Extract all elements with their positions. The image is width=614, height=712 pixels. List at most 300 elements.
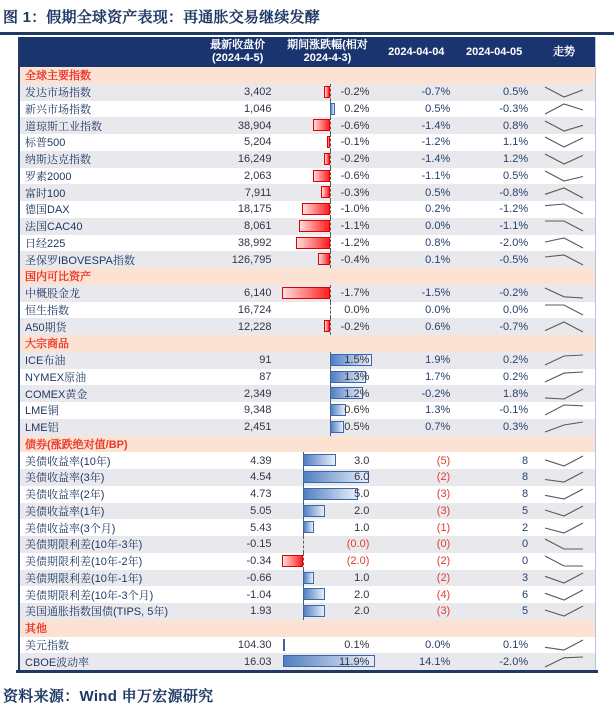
column-header-price: 最新收盘价 (2024-4-5) (210, 39, 266, 64)
day1-value-cell: (2) (436, 571, 451, 584)
section-label: 国内可比资产 (25, 271, 91, 284)
day2-value-cell: 8 (521, 488, 529, 501)
asset-name-cell: CBOE波动率 (25, 656, 90, 669)
change-value: 0.1% (344, 638, 370, 651)
price-cell: 18,175 (237, 203, 272, 216)
asset-name-cell: LME铜 (25, 405, 59, 418)
change-value: -0.2% (340, 320, 370, 333)
table-row (20, 452, 595, 469)
section-label: 债券(涨跌绝对值/BP) (25, 438, 128, 451)
day2-value-cell: 1.1% (503, 136, 529, 149)
trend-sparkline (542, 85, 586, 99)
day1-value-cell: -1.1% (421, 169, 451, 182)
asset-name-cell: 美国通胀指数国债(TIPS, 5年) (25, 606, 169, 619)
price-cell: 2,451 (244, 421, 272, 434)
asset-name-cell: 道琼斯工业指数 (25, 120, 102, 133)
day1-value-cell: -1.2% (421, 136, 451, 149)
trend-sparkline (542, 102, 586, 116)
trend-cell (533, 419, 595, 436)
day2-value-cell: 0.8% (503, 119, 529, 132)
bar-axis-line (330, 84, 331, 101)
day1-value-cell: -0.2% (421, 387, 451, 400)
change-bar-cell (278, 134, 378, 151)
column-header-date2: 2024-04-05 (466, 45, 523, 58)
day2-value-cell: 0.0% (503, 303, 529, 316)
day2-value-cell: 0.5% (503, 169, 529, 182)
change-value: 11.9% (338, 655, 370, 668)
figure-title: 图 1：假期全球资产表现：再通胀交易继续发酵 (3, 9, 320, 26)
trend-sparkline (542, 169, 586, 183)
trend-cell (533, 603, 595, 620)
trend-sparkline (542, 152, 586, 166)
day1-value-cell: 0.8% (425, 236, 451, 249)
change-value: -0.6% (340, 169, 370, 182)
day1-value-cell: (0) (436, 538, 451, 551)
price-cell: 38,904 (237, 119, 272, 132)
trend-sparkline (542, 487, 586, 501)
trend-cell (533, 503, 595, 520)
negative-data-bar (282, 287, 330, 299)
price-cell: 4.39 (250, 454, 272, 467)
change-value: (0.0) (346, 538, 370, 551)
day1-value-cell: 1.3% (425, 404, 451, 417)
day2-value-cell: -0.7% (499, 320, 529, 333)
trend-cell (533, 385, 595, 402)
trend-sparkline (542, 604, 586, 618)
change-bar-cell (278, 402, 378, 419)
table-row (20, 285, 595, 302)
price-cell: 5.43 (250, 521, 272, 534)
change-bar-cell (278, 285, 378, 302)
table-row (20, 419, 595, 436)
day1-value-cell: (1) (436, 521, 451, 534)
trend-sparkline (542, 571, 586, 585)
section-header-row (20, 436, 595, 453)
trend-cell (533, 553, 595, 570)
asset-name-cell: 美元指数 (25, 639, 69, 652)
trend-cell (533, 452, 595, 469)
price-cell: 9,348 (244, 404, 272, 417)
column-header-trend: 走势 (553, 45, 576, 58)
change-bar-cell (278, 553, 378, 570)
day1-value-cell: -1.4% (421, 119, 451, 132)
positive-data-bar (330, 421, 344, 433)
negative-data-bar (296, 237, 330, 249)
table-row (20, 637, 595, 654)
trend-cell (533, 653, 595, 670)
change-value: 1.5% (344, 354, 370, 367)
negative-data-bar (324, 320, 330, 332)
price-cell: 16,724 (237, 303, 272, 316)
change-bar-cell (278, 586, 378, 603)
negative-data-bar (318, 253, 329, 265)
day1-value-cell: 14.1% (419, 655, 451, 668)
trend-sparkline (542, 353, 586, 367)
section-header-row (20, 335, 595, 352)
day1-value-cell: -1.5% (421, 287, 451, 300)
bar-axis-line (330, 168, 331, 185)
bar-axis-line (330, 117, 331, 134)
trend-cell (533, 285, 595, 302)
positive-data-bar (303, 454, 336, 466)
asset-name-cell: 标普500 (25, 137, 66, 150)
price-cell: 8,061 (244, 220, 272, 233)
negative-data-bar (282, 555, 303, 567)
section-label: 大宗商品 (25, 338, 69, 351)
positive-data-bar (303, 605, 325, 617)
trend-sparkline (542, 320, 586, 334)
day2-value-cell: 8 (521, 454, 529, 467)
bar-axis-line (330, 235, 331, 252)
day1-value-cell: 0.0% (425, 220, 451, 233)
price-cell: 1,046 (244, 102, 272, 115)
price-cell: 4.73 (250, 488, 272, 501)
change-bar-cell (278, 184, 378, 201)
change-bar-cell (278, 519, 378, 536)
positive-data-bar (283, 639, 285, 651)
table-row (20, 352, 595, 369)
table-row (20, 369, 595, 386)
price-cell: 16.03 (244, 655, 272, 668)
day1-value-cell: (2) (436, 471, 451, 484)
day2-value-cell: -0.3% (499, 102, 529, 115)
day1-value-cell: -0.7% (421, 86, 451, 99)
positive-data-bar (303, 488, 358, 500)
positive-data-bar (330, 103, 336, 115)
change-bar-cell (278, 151, 378, 168)
change-bar-cell (278, 637, 378, 654)
table-row (20, 84, 595, 101)
trend-cell (533, 486, 595, 503)
trend-cell (533, 101, 595, 118)
day1-value-cell: (2) (436, 555, 451, 568)
day2-value-cell: 0.3% (503, 421, 529, 434)
change-value: -0.2% (340, 86, 370, 99)
day1-value-cell: 1.9% (425, 354, 451, 367)
trend-cell (533, 151, 595, 168)
asset-name-cell: 美债期限利差(10年-3个月) (25, 589, 154, 602)
bar-axis-line (330, 184, 331, 201)
day1-value-cell: 0.7% (425, 421, 451, 434)
day1-value-cell: -1.4% (421, 153, 451, 166)
title-underline (0, 32, 614, 35)
asset-name-cell: ICE布油 (25, 355, 66, 368)
trend-sparkline (542, 655, 586, 669)
asset-name-cell: NYMEX原油 (25, 371, 87, 384)
day1-value-cell: (3) (436, 504, 451, 517)
trend-cell (533, 201, 595, 218)
change-value: -0.6% (340, 119, 370, 132)
trend-cell (533, 117, 595, 134)
section-label: 其他 (25, 623, 47, 636)
price-cell: 104.30 (237, 638, 272, 651)
price-cell: 5,204 (244, 136, 272, 149)
price-cell: 4.54 (250, 471, 272, 484)
trend-sparkline (542, 135, 586, 149)
day2-value-cell: -2.0% (499, 236, 529, 249)
asset-name-cell: 恒生指数 (25, 304, 69, 317)
trend-cell (533, 168, 595, 185)
column-header-date1: 2024-04-04 (388, 45, 445, 58)
trend-sparkline (542, 186, 586, 200)
day1-value-cell: 1.7% (425, 370, 451, 383)
day2-value-cell: -2.0% (499, 655, 529, 668)
trend-sparkline (542, 387, 586, 401)
price-cell: 38,992 (237, 236, 272, 249)
trend-sparkline (542, 119, 586, 133)
change-value: (2.0) (346, 555, 370, 568)
table-row (20, 151, 595, 168)
day2-value-cell: 0.1% (503, 638, 529, 651)
asset-name-cell: 美债期限利差(10年-3年) (25, 539, 143, 552)
day2-value-cell: -1.1% (499, 220, 529, 233)
asset-name-cell: 美债收益率(3个月) (25, 522, 116, 535)
change-value: -1.1% (340, 220, 370, 233)
change-value: 2.0 (354, 504, 370, 517)
change-value: 0.2% (344, 102, 370, 115)
change-value: 6.0 (354, 471, 370, 484)
table-row (20, 201, 595, 218)
table-row (20, 653, 595, 670)
change-bar-cell (278, 653, 378, 670)
change-bar-cell (278, 385, 378, 402)
day2-value-cell: 2 (521, 521, 529, 534)
table-row (20, 218, 595, 235)
table-row (20, 318, 595, 335)
table-row (20, 553, 595, 570)
change-value: 5.0 (354, 488, 370, 501)
change-value: 0.5% (344, 421, 370, 434)
negative-data-bar (324, 153, 330, 165)
section-header-row (20, 268, 595, 285)
change-bar-cell (278, 419, 378, 436)
negative-data-bar (299, 220, 330, 232)
table-row (20, 302, 595, 319)
positive-data-bar (303, 521, 314, 533)
change-bar-cell (278, 503, 378, 520)
trend-sparkline (542, 420, 586, 434)
price-cell: 7,911 (244, 186, 272, 199)
change-bar-cell (278, 469, 378, 486)
bar-axis-line (303, 536, 304, 553)
trend-cell (533, 235, 595, 252)
table-header-row (20, 37, 595, 67)
trend-cell (533, 302, 595, 319)
price-cell: 126,795 (231, 253, 272, 266)
asset-name-cell: 美债收益率(2年) (25, 489, 105, 502)
change-value: -1.0% (340, 203, 370, 216)
price-cell: -0.15 (246, 538, 272, 551)
table-row (20, 586, 595, 603)
price-cell: 12,228 (237, 320, 272, 333)
day1-value-cell: (5) (436, 454, 451, 467)
negative-data-bar (302, 203, 330, 215)
change-bar-cell (278, 218, 378, 235)
price-cell: 6,140 (244, 287, 272, 300)
price-cell: 91 (259, 354, 272, 367)
day1-value-cell: 0.1% (425, 253, 451, 266)
trend-sparkline (542, 370, 586, 384)
price-cell: 3,402 (244, 86, 272, 99)
trend-sparkline (542, 202, 586, 216)
section-header-row (20, 67, 595, 84)
table-row (20, 402, 595, 419)
negative-data-bar (313, 170, 330, 182)
day2-value-cell: 1.2% (503, 153, 529, 166)
price-cell: -0.34 (246, 555, 272, 568)
table-row (20, 134, 595, 151)
bar-axis-line (330, 251, 331, 268)
section-header-row (20, 620, 595, 637)
day2-value-cell: -0.8% (499, 186, 529, 199)
table-row (20, 486, 595, 503)
day2-value-cell: -0.5% (499, 253, 529, 266)
change-bar-cell (278, 235, 378, 252)
asset-name-cell: 美债收益率(10年) (25, 455, 111, 468)
trend-cell (533, 218, 595, 235)
price-cell: 2,063 (244, 169, 272, 182)
change-value: -0.4% (340, 253, 370, 266)
change-bar-cell (278, 318, 378, 335)
bar-axis-line (330, 218, 331, 235)
negative-data-bar (321, 186, 329, 198)
section-label: 全球主要指数 (25, 70, 91, 83)
positive-data-bar (303, 505, 325, 517)
asset-name-cell: 美债期限利差(10年-2年) (25, 556, 143, 569)
change-bar-cell (278, 486, 378, 503)
day2-value-cell: 0.2% (503, 370, 529, 383)
trend-sparkline (542, 638, 586, 652)
table-row (20, 469, 595, 486)
day2-value-cell: -0.1% (499, 404, 529, 417)
price-cell: 16,249 (237, 153, 272, 166)
day1-value-cell: 0.0% (425, 303, 451, 316)
day2-value-cell: 0.5% (503, 86, 529, 99)
trend-cell (533, 469, 595, 486)
day2-value-cell: 8 (521, 471, 529, 484)
change-value: 1.0 (354, 521, 370, 534)
trend-sparkline (542, 470, 586, 484)
table-row (20, 536, 595, 553)
asset-name-cell: 纳斯达克指数 (25, 154, 91, 167)
table-row (20, 385, 595, 402)
table-row (20, 117, 595, 134)
source-note: 资料来源：Wind 申万宏源研究 (3, 688, 214, 705)
price-cell: -1.04 (246, 588, 272, 601)
trend-cell (533, 352, 595, 369)
trend-cell (533, 184, 595, 201)
asset-name-cell: 日经225 (25, 237, 66, 250)
trend-sparkline (542, 521, 586, 535)
price-cell: 5.05 (250, 504, 272, 517)
change-value: 1.0 (354, 571, 370, 584)
trend-cell (533, 134, 595, 151)
change-bar-cell (278, 352, 378, 369)
trend-cell (533, 369, 595, 386)
trend-cell (533, 586, 595, 603)
trend-sparkline (542, 303, 586, 317)
change-bar-cell (278, 251, 378, 268)
change-bar-cell (278, 117, 378, 134)
bar-axis-line (330, 134, 331, 151)
trend-cell (533, 84, 595, 101)
asset-name-cell: 中概股金龙 (25, 288, 80, 301)
change-bar-cell (278, 369, 378, 386)
trend-cell (533, 402, 595, 419)
bar-axis-line (330, 151, 331, 168)
trend-cell (533, 637, 595, 654)
change-value: 1.2% (344, 387, 370, 400)
change-bar-cell (278, 201, 378, 218)
trend-cell (533, 318, 595, 335)
trend-sparkline (542, 454, 586, 468)
table-row (20, 570, 595, 587)
change-bar-cell (278, 168, 378, 185)
price-cell: 87 (259, 370, 272, 383)
day1-value-cell: 0.2% (425, 203, 451, 216)
day1-value-cell: (3) (436, 488, 451, 501)
change-value: 0.0% (344, 303, 370, 316)
trend-sparkline (542, 537, 586, 551)
change-bar-cell (278, 101, 378, 118)
asset-name-cell: 法国CAC40 (25, 221, 83, 234)
day1-value-cell: 0.5% (425, 102, 451, 115)
table-row (20, 251, 595, 268)
day1-value-cell: 0.5% (425, 186, 451, 199)
trend-sparkline (542, 286, 586, 300)
change-bar-cell (278, 536, 378, 553)
change-bar-cell (278, 84, 378, 101)
day2-value-cell: 0 (521, 555, 529, 568)
asset-name-cell: LME铝 (25, 422, 59, 435)
trend-sparkline (542, 253, 586, 267)
day1-value-cell: (4) (436, 588, 451, 601)
bar-axis-line (330, 302, 331, 319)
table-row (20, 184, 595, 201)
bar-axis-line (330, 201, 331, 218)
change-bar-cell (278, 603, 378, 620)
day2-value-cell: 6 (521, 588, 529, 601)
day1-value-cell: 0.6% (425, 320, 451, 333)
asset-name-cell: 富时100 (25, 187, 66, 200)
asset-name-cell: A50期货 (25, 321, 67, 334)
price-cell: 1.93 (250, 605, 272, 618)
trend-cell (533, 251, 595, 268)
asset-name-cell: 美债收益率(3年) (25, 472, 105, 485)
change-bar-cell (278, 452, 378, 469)
trend-cell (533, 536, 595, 553)
trend-cell (533, 570, 595, 587)
trend-sparkline (542, 403, 586, 417)
trend-sparkline (542, 554, 586, 568)
bar-axis-line (330, 285, 331, 302)
asset-name-cell: COMEX黄金 (25, 388, 88, 401)
change-value: 0.6% (344, 404, 370, 417)
change-value: -1.2% (340, 236, 370, 249)
price-cell: 2,349 (244, 387, 272, 400)
table-row (20, 235, 595, 252)
table-row (20, 519, 595, 536)
change-bar-cell (278, 302, 378, 319)
table-row (20, 168, 595, 185)
day2-value-cell: 1.8% (503, 387, 529, 400)
change-value: -0.3% (340, 186, 370, 199)
change-value: 2.0 (354, 605, 370, 618)
trend-sparkline (542, 236, 586, 250)
positive-data-bar (303, 572, 314, 584)
change-value: -0.1% (340, 136, 370, 149)
asset-name-cell: 美债收益率(1年) (25, 505, 105, 518)
